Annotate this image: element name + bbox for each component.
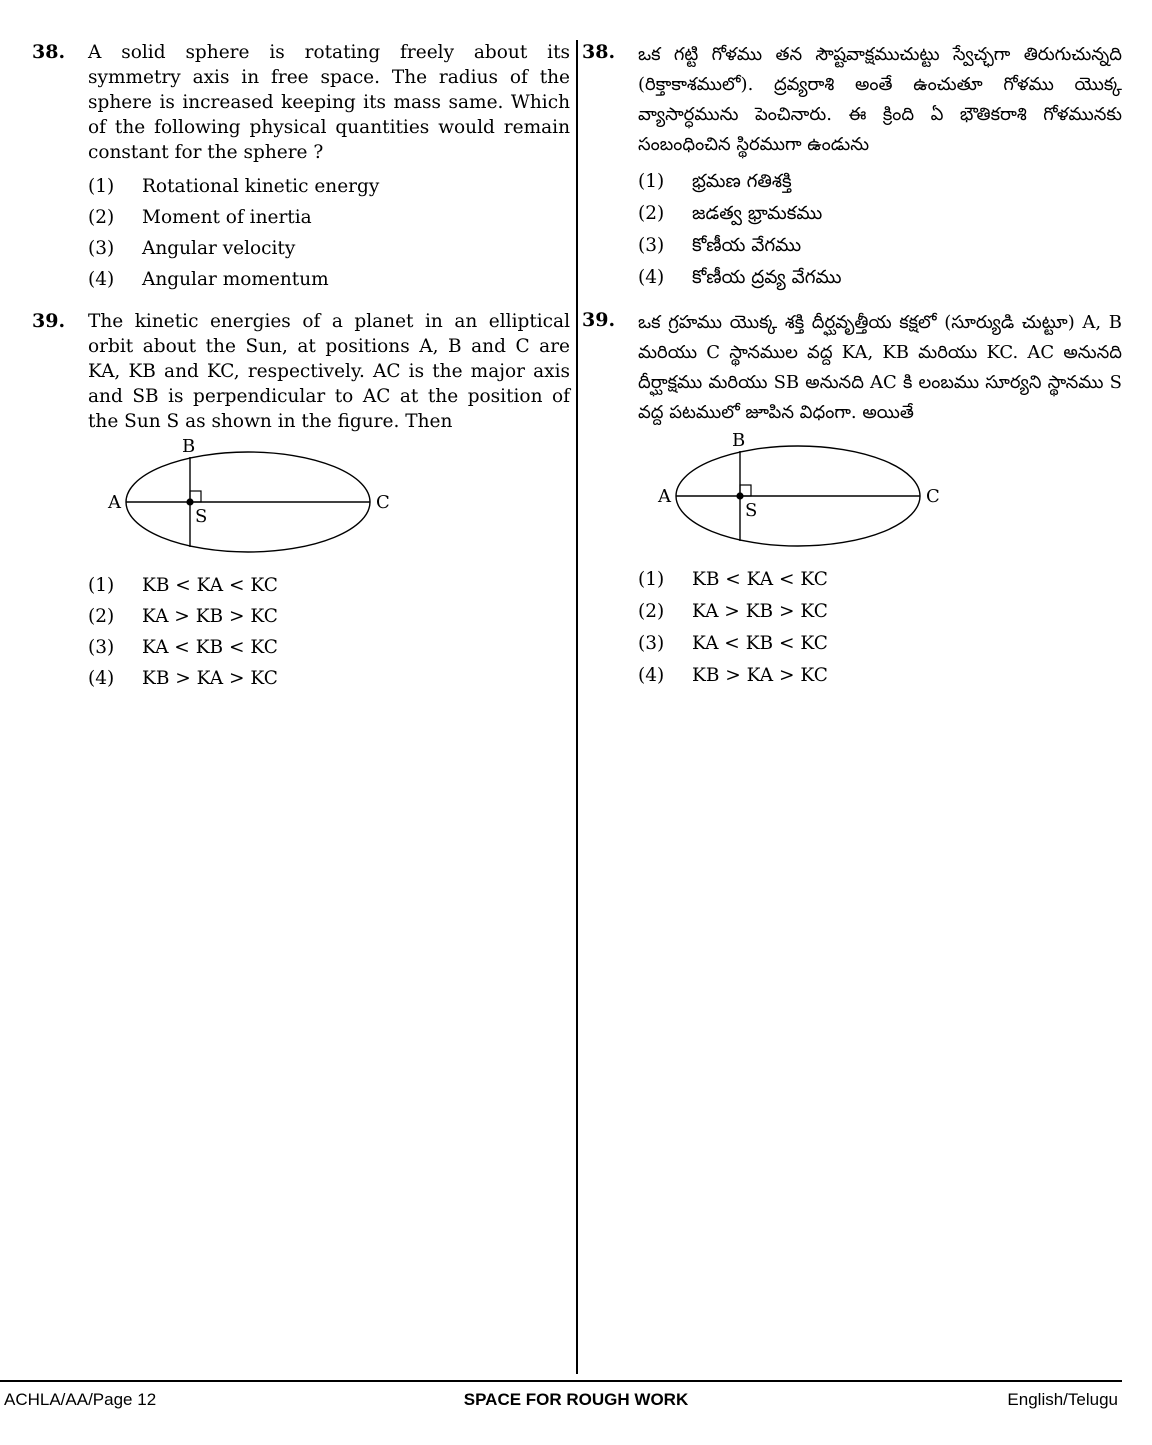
orbit-figure — [88, 436, 570, 564]
label-s: S — [195, 506, 208, 527]
option: (3) Angular velocity — [88, 238, 296, 259]
footer-page-id: ACHLA/AA/Page 12 — [4, 1390, 157, 1409]
question-38-en — [32, 40, 570, 295]
english-column — [32, 40, 570, 708]
option: (2) KA > KB > KC — [88, 606, 278, 627]
label-b: B — [732, 430, 746, 451]
option: (1) భ్రమణ గతిశక్తి — [638, 171, 792, 192]
question-number: 38. — [32, 41, 66, 63]
label-b: B — [182, 436, 196, 457]
sun-point — [186, 498, 193, 505]
option: (3) KA < KB < KC — [638, 633, 828, 654]
option: (2) జడత్వ భ్రామకము — [638, 203, 823, 224]
option: (4) KB > KA > KC — [88, 668, 278, 689]
question-number: 39. — [32, 310, 66, 332]
option: (3) KA < KB < KC — [88, 637, 278, 658]
footer-rule — [0, 1380, 1122, 1382]
option: (4) KB > KA > KC — [638, 665, 828, 686]
question-text: A solid sphere is rotating freely about its symmetry axis in free space. The radius of the sphere is increased keeping its mass same. Which of the following physical quantities would remain constant for the sphere ? — [88, 42, 570, 163]
label-c: C — [376, 492, 390, 513]
question-number: 39. — [582, 309, 616, 331]
label-a: A — [108, 492, 121, 513]
question-number: 38. — [582, 41, 616, 63]
option: (1) Rotational kinetic energy — [88, 176, 380, 197]
question-text: The kinetic energies of a planet in an elliptical orbit about the Sun, at positions A, B and C are KA, KB and KC, respectively. AC is the major axis and SB is perpendicular to AC at the position of the Sun S as shown in the figure. Then — [88, 311, 570, 432]
label-a: A — [658, 486, 671, 507]
option: (1) KB < KA < KC — [638, 569, 828, 590]
column-divider — [576, 40, 578, 1374]
option: (2) Moment of inertia — [88, 207, 312, 228]
question-text: ఒక గ్రహము యొక్క శక్తి దీర్ఘవృత్తీయ కక్షలో (సూర్యుడి చుట్టూ) A, B మరియు C స్థానముల వద్ద KA, KB మరియు KC. AC అనునది దీర్ఘాక్షము మరియు SB అనునది AC కి లంబము సూర్యని స్థానము S వద్ద పటములో జూపిన విధంగా. అయితే — [638, 312, 1122, 423]
label-s: S — [745, 500, 758, 521]
option: (4) Angular momentum — [88, 269, 329, 290]
telugu-column — [582, 40, 1122, 706]
option: (2) KA > KB > KC — [638, 601, 828, 622]
question-39-te — [582, 308, 1122, 692]
ellipse-orbit-diagram — [638, 430, 940, 554]
sun-point — [736, 492, 743, 499]
footer-rough-work: SPACE FOR ROUGH WORK — [463, 1390, 689, 1409]
footer-language: English/Telugu — [1007, 1390, 1118, 1409]
option: (3) కోణీయ వేగము — [638, 235, 802, 256]
question-text: ఒక గట్టి గోళము తన సౌష్టవాక్షముచుట్టు స్వేచ్ఛగా తిరుగుచున్నది (రిక్తాకాశములో). ద్రవ్యరాశి అంతే ఉంచుతూ గోళము యొక్క వ్యాసార్ధమును పెంచినారు. ఈ క్రింది ఏ భౌతికరాశి గోళమునకు సంబంధించిన స్థిరముగా ఉండును — [638, 44, 1122, 155]
question-38-te — [582, 40, 1122, 294]
option: (4) కోణీయ ద్రవ్య వేగము — [638, 267, 842, 288]
label-c: C — [926, 486, 940, 507]
question-39-en — [32, 309, 570, 694]
ellipse-orbit-diagram — [88, 436, 390, 560]
orbit-figure — [638, 430, 1122, 558]
option: (1) KB < KA < KC — [88, 575, 278, 596]
